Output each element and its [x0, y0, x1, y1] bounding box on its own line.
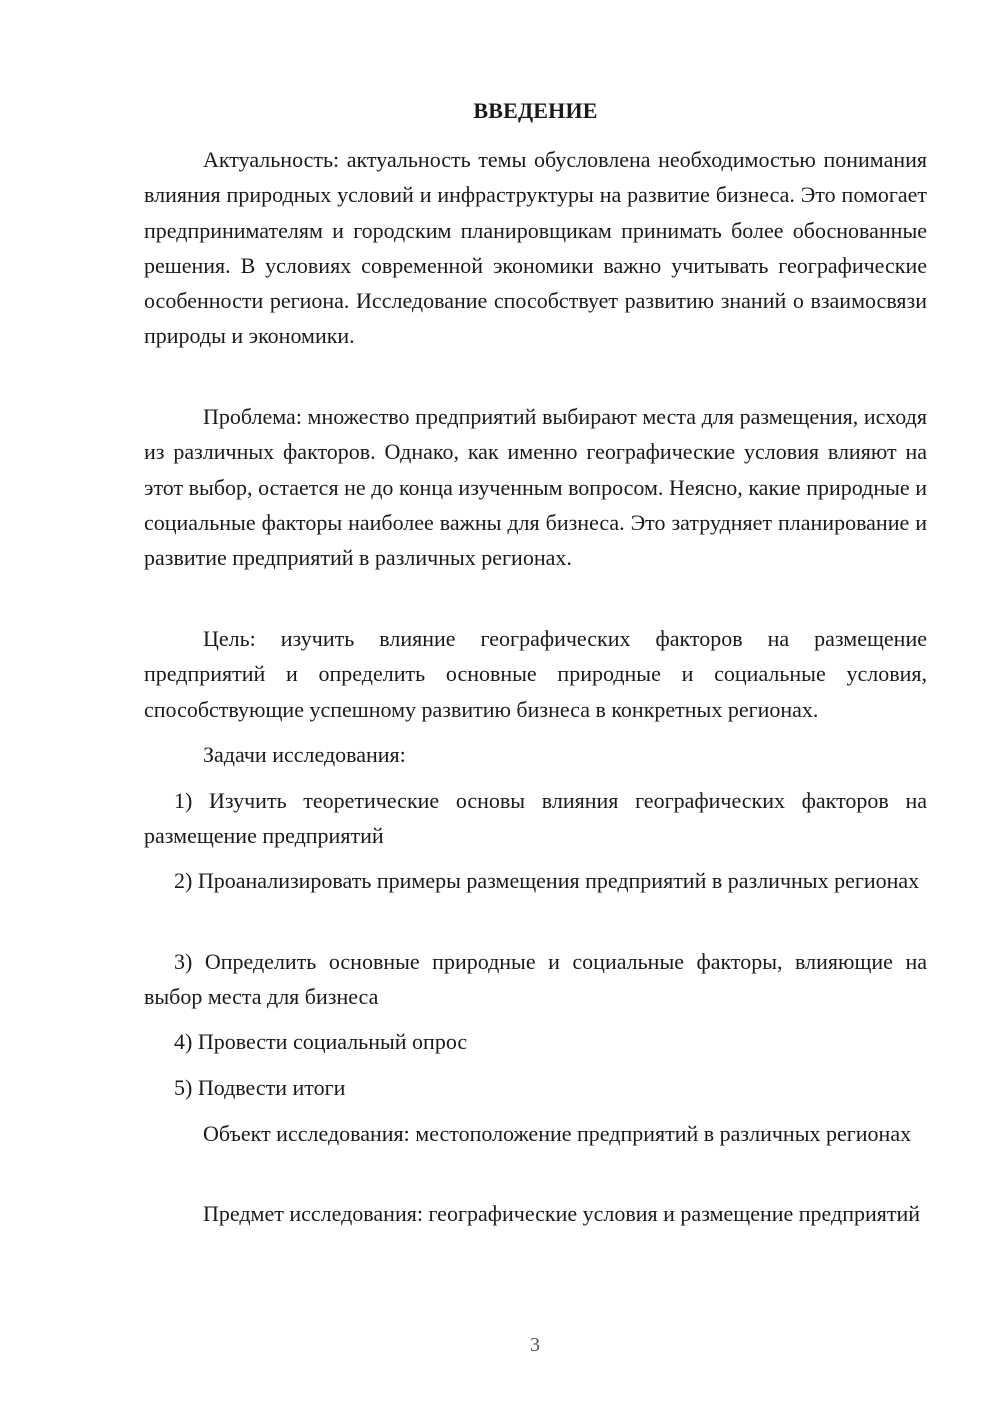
- task-item-3: 3) Определить основные природные и социальные факторы, влияющие на выбор места для бизнеса: [144, 949, 927, 1010]
- tasks-heading: Задачи исследования:: [203, 742, 406, 767]
- subject-paragraph: Предмет исследования: географические условия и размещение предприятий: [203, 1201, 921, 1226]
- section-heading: ВВЕДЕНИЕ: [473, 98, 598, 123]
- relevance-paragraph: Актуальность: актуальность темы обусловлена необходимостью понимания влияния природных условий и инфраструктуры на развитие бизнеса. Это помогает предпринимателям и городским планировщикам принимать более обоснованные решения. В условиях современной экономики важно учитывать географические особенности региона. Исследование способствует развитию знаний о взаимосвязи природы и экономики.: [144, 147, 927, 349]
- task-item-1: 1) Изучить теоретические основы влияния географических факторов на размещение предприятий: [144, 788, 927, 849]
- goal-paragraph: Цель: изучить влияние географических факторов на размещение предприятий и определить основные природные и социальные условия, способствующие успешному развитию бизнеса в конкретных регионах.: [144, 626, 927, 722]
- problem-paragraph: Проблема: множество предприятий выбирают места для размещения, исходя из различных факторов. Однако, как именно географические условия влияют на этот выбор, остается не до конца изученным вопросом. Неясно, какие природные и социальные факторы наиболее важны для бизнеса. Это затрудняет планирование и развитие предприятий в различных регионах.: [144, 404, 927, 571]
- task-item-5: 5) Подвести итоги: [174, 1075, 346, 1100]
- task-item-2: 2) Проанализировать примеры размещения предприятий в различных регионах: [174, 868, 920, 893]
- task-item-4: 4) Провести социальный опрос: [174, 1029, 468, 1054]
- page-number: 3: [530, 1334, 540, 1356]
- object-paragraph: Объект исследования: местоположение предприятий в различных регионах: [203, 1121, 912, 1146]
